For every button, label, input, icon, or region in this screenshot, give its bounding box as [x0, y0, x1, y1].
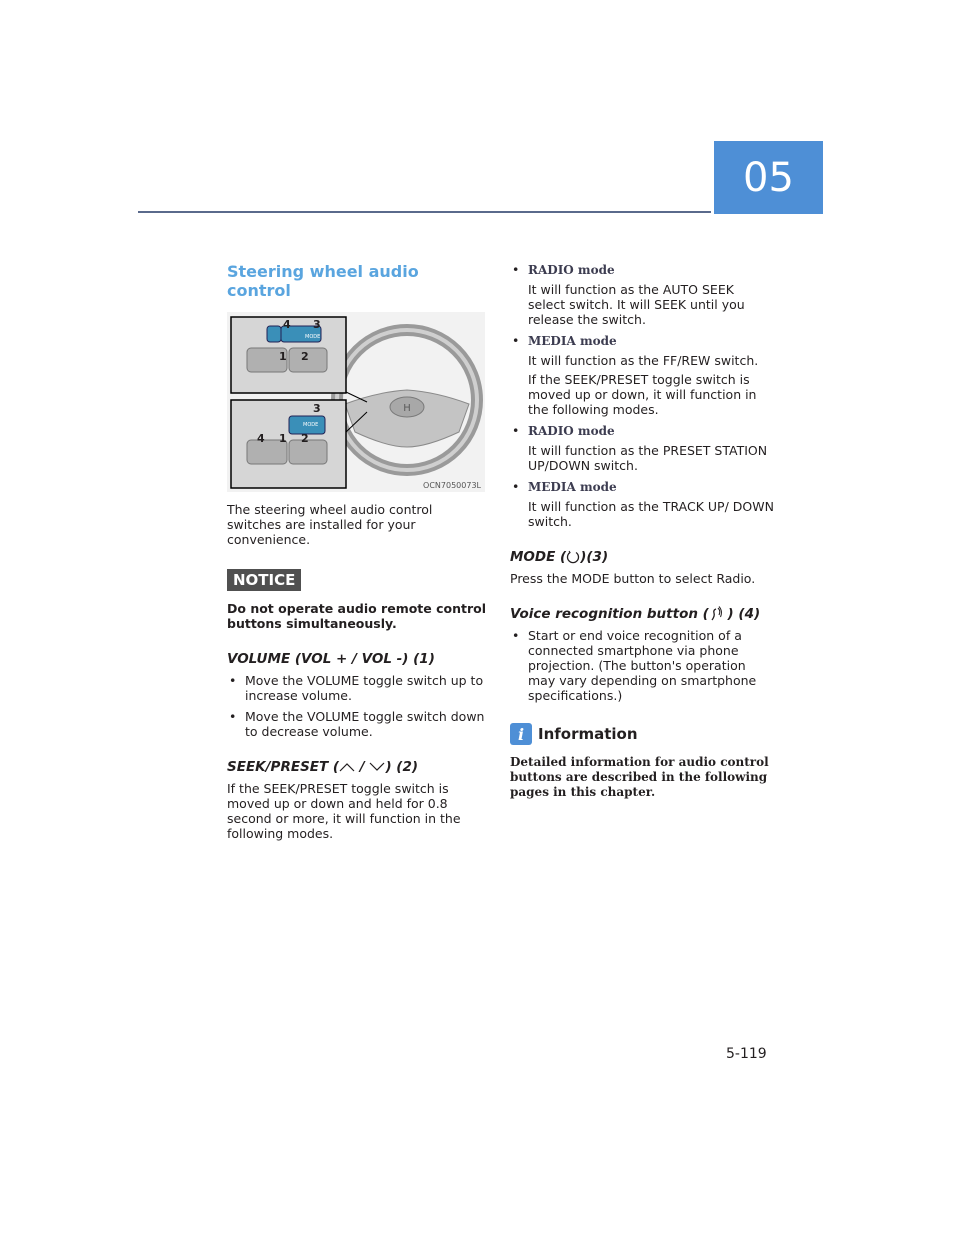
- mode-text: Press the MODE button to select Radio.: [510, 571, 756, 586]
- mode-desc: It will function as the TRACK UP/ DOWN switch.: [528, 499, 774, 529]
- notice-text: Do not operate audio remote control buttons simultaneously.: [227, 601, 487, 631]
- voice-heading-prefix: Voice recognition button (: [510, 606, 709, 622]
- list-item: • Start or end voice recognition of a connected smartphone via phone projection. (The button's operation may vary depending on smartphone specifications.): [510, 628, 775, 703]
- list-item: • Move the VOLUME toggle switch up to increase volume.: [227, 673, 487, 703]
- mode-heading: [510, 549, 775, 565]
- list-item: [510, 262, 775, 327]
- list-item: • Move the VOLUME toggle switch down to decrease volume.: [227, 709, 487, 739]
- header-rule: [138, 211, 711, 213]
- list-item: [510, 423, 775, 473]
- mode-heading-suffix: )(3): [580, 549, 609, 565]
- callout-3-top: 3: [313, 318, 321, 331]
- seek-heading-mid: /: [355, 759, 370, 775]
- steering-wheel-figure: [227, 312, 485, 492]
- intro-text: The steering wheel audio control switches are installed for your convenience.: [227, 502, 433, 547]
- callout-3-bottom: 3: [313, 402, 321, 415]
- callout-2-top: 2: [301, 350, 309, 363]
- seek-heading-prefix: SEEK/PRESET (: [227, 759, 340, 775]
- mode-desc: It will function as the PRESET STATION UP/DOWN switch.: [528, 443, 768, 473]
- mode-name: MEDIA mode: [528, 480, 617, 494]
- svg-text:H: H: [403, 403, 411, 414]
- left-column: [227, 262, 487, 841]
- voice-heading-suffix: ) (4): [722, 606, 761, 622]
- voice-recognition-icon: [709, 606, 723, 622]
- chevron-up-icon: [339, 762, 355, 772]
- callout-4-bottom: 4: [257, 432, 265, 445]
- voice-list: [510, 628, 775, 703]
- list-item: [510, 479, 775, 529]
- mode-name: RADIO mode: [528, 263, 615, 277]
- mode-heading-prefix: MODE (: [510, 549, 567, 565]
- seek-heading-suffix: ) (2): [385, 759, 419, 775]
- callout-1-bottom: 1: [279, 432, 287, 445]
- mode-name: RADIO mode: [528, 424, 615, 438]
- steering-wheel-illustration: [227, 312, 485, 492]
- volume-heading: VOLUME (VOL + / VOL -) (1): [227, 651, 435, 667]
- section-title: Steering wheel audio control: [227, 262, 419, 300]
- chapter-tab: 05: [714, 141, 823, 214]
- callout-4-top: 4: [283, 318, 291, 331]
- figure-code: OCN7050073L: [423, 481, 481, 490]
- information-header: [510, 723, 775, 745]
- volume-list: [227, 673, 487, 739]
- page-number: 5-119: [726, 1046, 767, 1062]
- seek-heading: [227, 759, 487, 775]
- information-title: Information: [538, 725, 638, 743]
- information-icon: i: [510, 723, 532, 745]
- voice-heading: [510, 606, 775, 622]
- callout-2-bottom: 2: [301, 432, 309, 445]
- list-item: [510, 333, 775, 417]
- mode-desc: It will function as the AUTO SEEK select switch. It will SEEK until you release the switch.: [528, 282, 745, 327]
- chevron-down-icon: [369, 762, 385, 772]
- seek-text-2: If the SEEK/PRESET toggle switch is moved up or down, it will function in the following modes.: [528, 372, 757, 417]
- mode-desc: It will function as the FF/REW switch.: [528, 353, 759, 368]
- notice-label: NOTICE: [227, 569, 301, 591]
- information-text: Detailed information for audio control buttons are described in the following pages in this chapter.: [510, 755, 769, 799]
- mode-name: MEDIA mode: [528, 334, 617, 348]
- callout-1-top: 1: [279, 350, 287, 363]
- modes-list-1: [510, 262, 775, 529]
- mode-icon: [566, 550, 580, 564]
- mode-label-top: MODE: [305, 334, 321, 340]
- seek-text: If the SEEK/PRESET toggle switch is moved up or down and held for 0.8 second or more, it will function in the following modes.: [227, 781, 461, 841]
- right-column: [510, 262, 775, 800]
- mode-label-bottom: MODE: [303, 422, 319, 428]
